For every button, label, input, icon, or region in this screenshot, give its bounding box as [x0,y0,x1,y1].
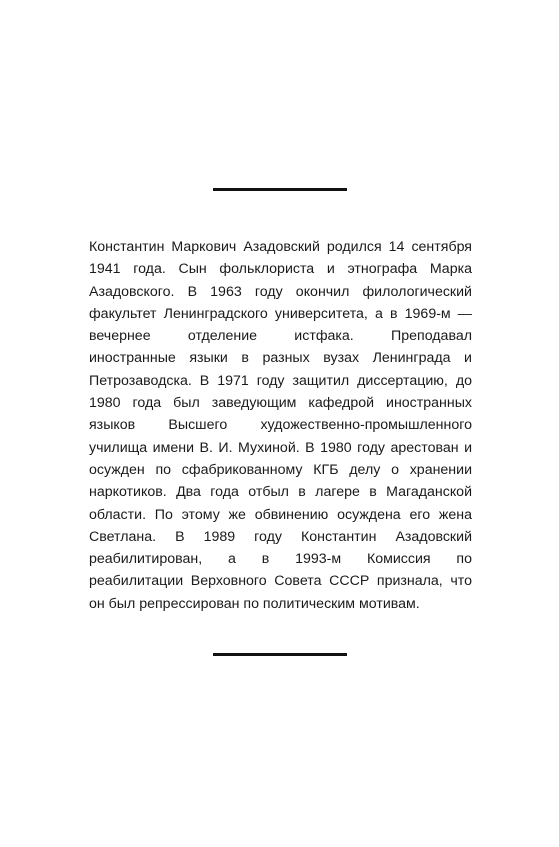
paragraph-line: Азадовского. В 1963 году окончил филологический [89,283,472,300]
paragraph-line: языков Высшего художественно-промышленного [89,417,472,434]
top-divider [213,188,347,191]
paragraph-line: Светлана. В 1989 году Константин Азадовский [89,528,472,545]
paragraph-line: реабилитации Верховного Совета СССР признала, что [89,573,472,590]
paragraph-line: Петрозаводска. В 1971 году защитил диссертацию, до [89,372,472,389]
paragraph-line: вечернее отделение истфака. Преподавал [89,328,472,345]
paragraph-line: училища имени В. И. Мухиной. В 1980 году арестован и [89,439,472,456]
paragraph-line: реабилитирован, а в 1993-м Комиссия по [89,551,472,568]
paragraph-line: факультет Ленинградского университета, а в 1969-м — [89,305,472,322]
paragraph-line: 1980 года был заведующим кафедрой иностранных [89,395,472,412]
paragraph-last-line: он был репрессирован по политическим мотивам. [89,595,420,612]
paragraph-line: осужден по сфабрикованному КГБ делу о хранении [89,461,472,478]
paragraph-line: иностранные языки в разных вузах Ленинграда и [89,350,472,367]
paragraph-line: 1941 года. Сын фольклориста и этнографа Марка [89,261,472,278]
bottom-divider [213,653,347,656]
paragraph-line: наркотиков. Два года отбыл в лагере в Магаданской [89,484,472,501]
biography-paragraph [89,236,472,615]
paragraph-line: области. По этому же обвинению осуждена его жена [89,506,472,523]
paragraph-line: Константин Маркович Азадовский родился 14 сентября [89,239,472,255]
